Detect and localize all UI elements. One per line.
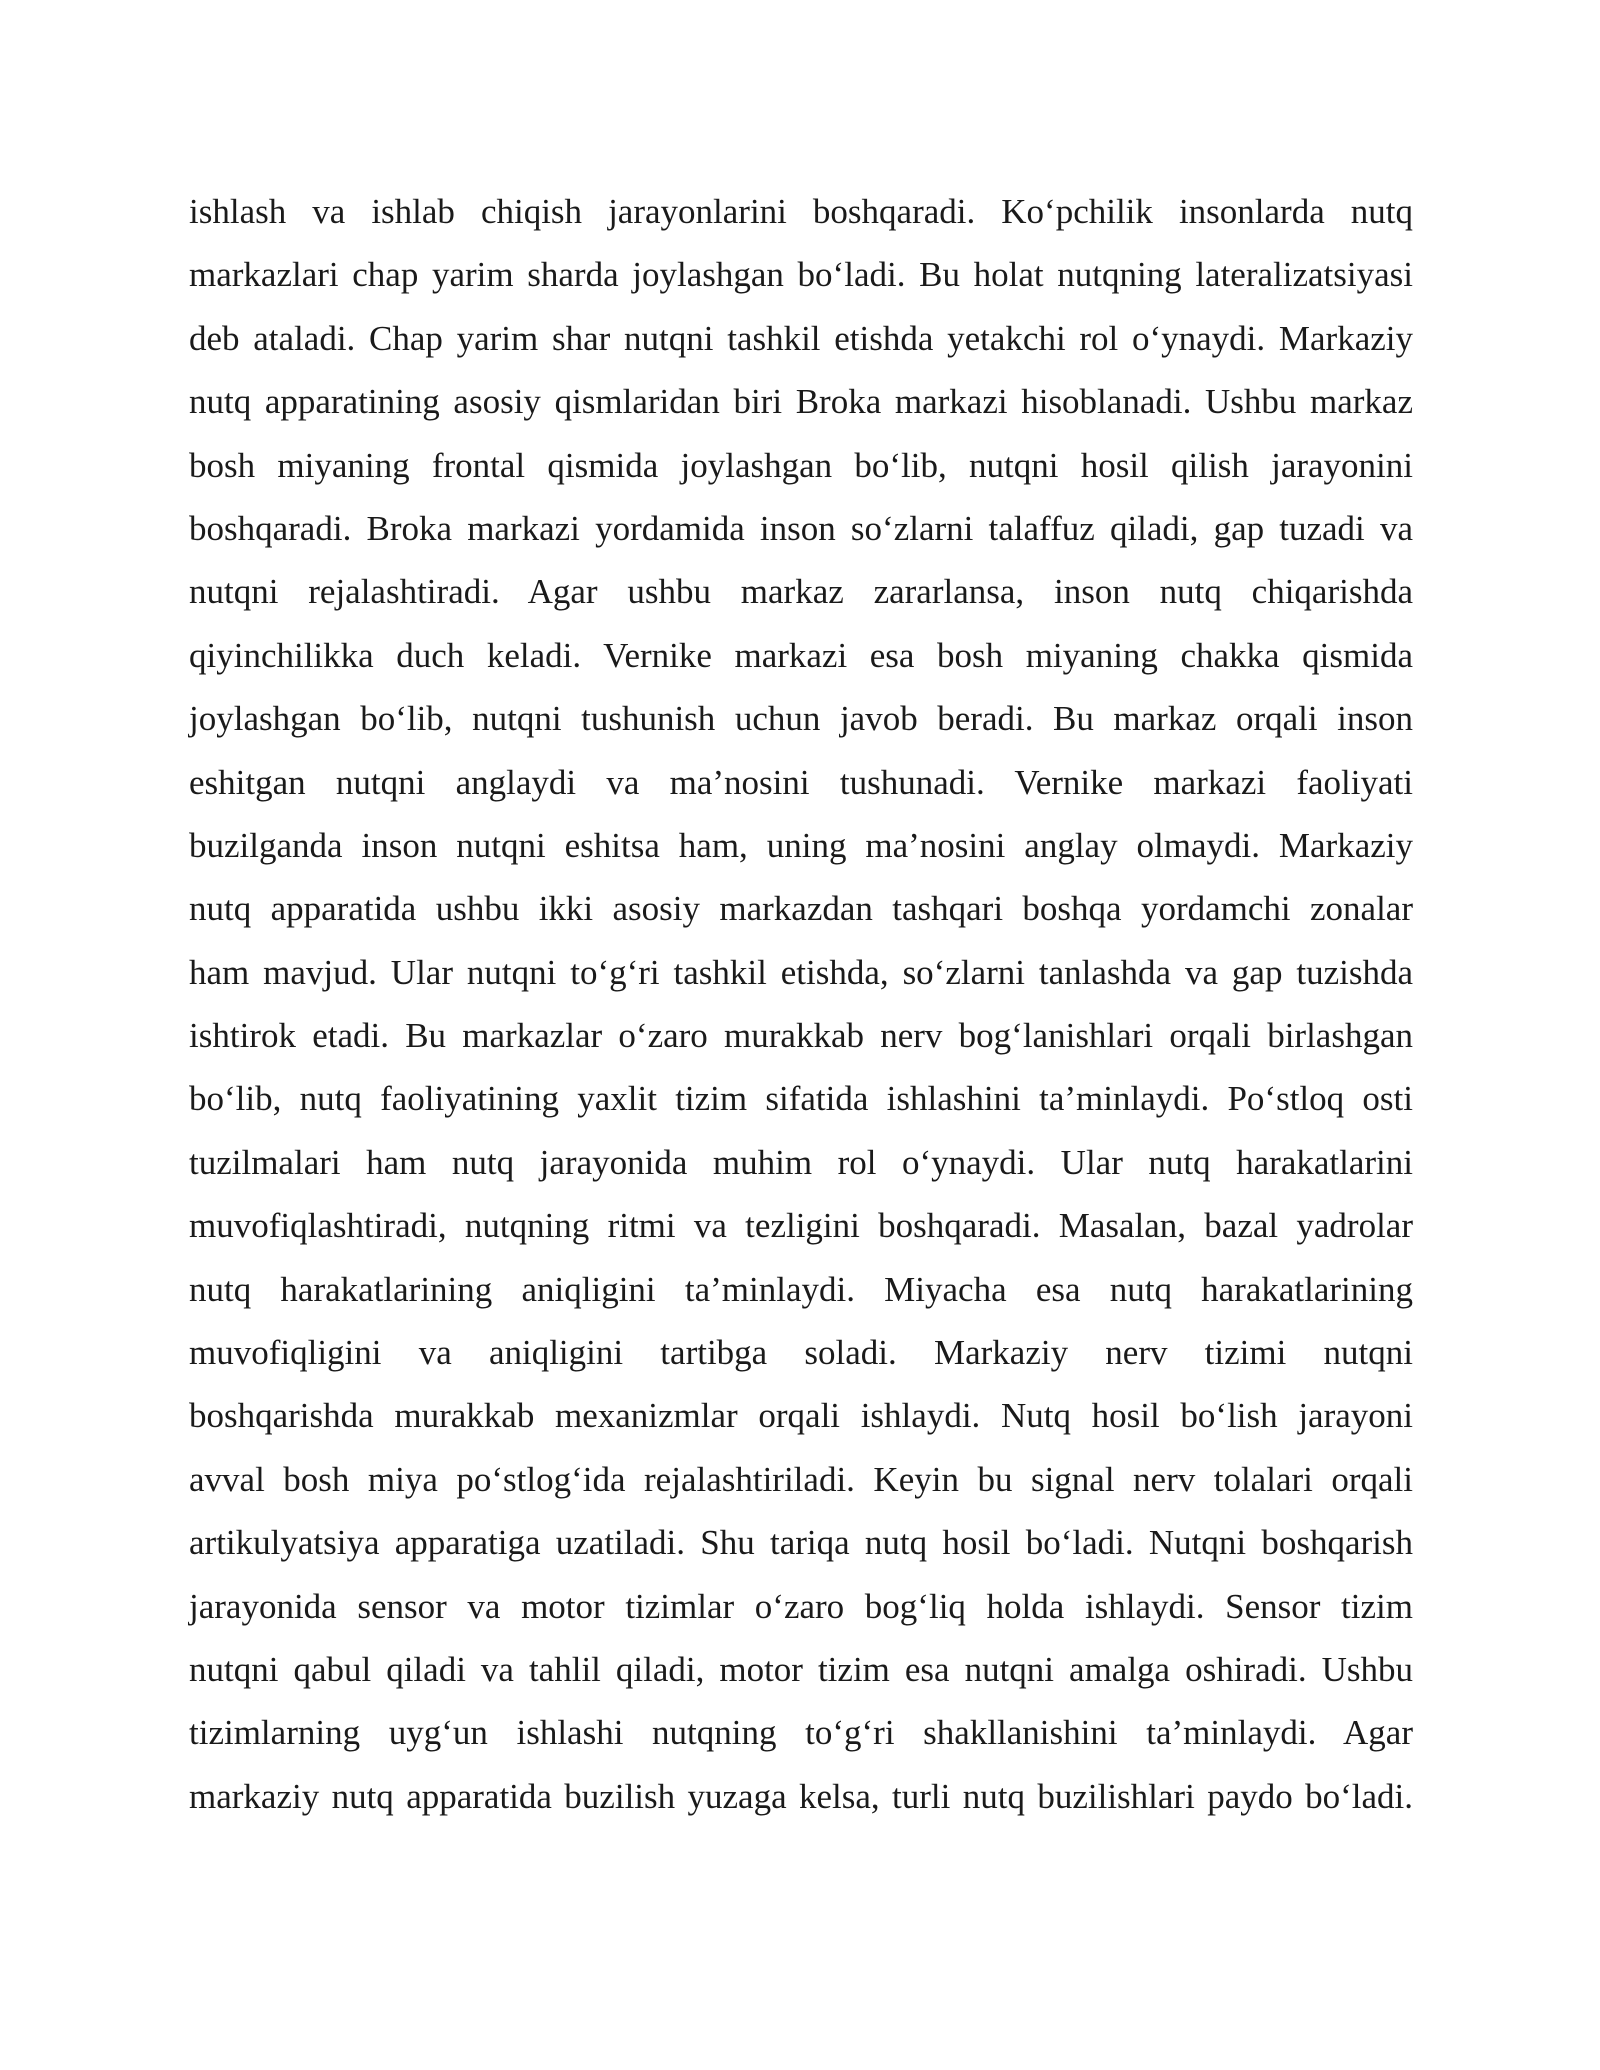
text-line: deb ataladi. Chap yarim shar nutqni tashkil etishda yetakchi rol oʻynaydi. Markaziy	[189, 318, 1413, 358]
text-line: nutq harakatlarining aniqligini ta’minlaydi. Miyacha esa nutq harakatlarining	[189, 1269, 1413, 1309]
text-line: jarayonida sensor va motor tizimlar oʻzaro bogʻliq holda ishlaydi. Sensor tizim	[189, 1586, 1413, 1626]
text-line: muvofiqligini va aniqligini tartibga soladi. Markaziy nerv tizimi nutqni	[189, 1333, 1413, 1373]
text-line: boshqarishda murakkab mexanizmlar orqali ishlaydi. Nutq hosil boʻlish jarayoni	[189, 1396, 1413, 1436]
text-line: eshitgan nutqni anglaydi va ma’nosini tushunadi. Vernike markazi faoliyati	[189, 762, 1413, 802]
text-line: avval bosh miya poʻstlogʻida rejalashtiriladi. Keyin bu signal nerv tolalari orqali	[189, 1459, 1413, 1499]
text-line: ishtirok etadi. Bu markazlar oʻzaro murakkab nerv bogʻlanishlari orqali birlashgan	[189, 1016, 1413, 1056]
body-paragraph	[189, 180, 1413, 1828]
text-line: buzilganda inson nutqni eshitsa ham, uning ma’nosini anglay olmaydi. Markaziy	[189, 825, 1413, 865]
text-line: ham mavjud. Ular nutqni toʻgʻri tashkil etishda, soʻzlarni tanlashda va gap tuzishda	[189, 952, 1413, 992]
text-line: nutqni qabul qiladi va tahlil qiladi, motor tizim esa nutqni amalga oshiradi. Ushbu	[189, 1649, 1413, 1689]
text-line: joylashgan boʻlib, nutqni tushunish uchun javob beradi. Bu markaz orqali inson	[189, 699, 1413, 739]
text-line: bosh miyaning frontal qismida joylashgan boʻlib, nutqni hosil qilish jarayonini	[189, 445, 1413, 485]
text-line: nutqni rejalashtiradi. Agar ushbu markaz zararlansa, inson nutq chiqarishda	[189, 572, 1413, 612]
text-line: boʻlib, nutq faoliyatining yaxlit tizim sifatida ishlashini ta’minlaydi. Poʻstloq osti	[189, 1079, 1413, 1119]
text-line: muvofiqlashtiradi, nutqning ritmi va tezligini boshqaradi. Masalan, bazal yadrolar	[189, 1206, 1413, 1246]
text-line: tizimlarning uygʻun ishlashi nutqning toʻgʻri shakllanishini ta’minlaydi. Agar	[189, 1713, 1413, 1753]
text-line: artikulyatsiya apparatiga uzatiladi. Shu tariqa nutq hosil boʻladi. Nutqni boshqarish	[189, 1523, 1413, 1563]
text-line: nutq apparatining asosiy qismlaridan biri Broka markazi hisoblanadi. Ushbu markaz	[189, 382, 1413, 422]
text-line: boshqaradi. Broka markazi yordamida inson soʻzlarni talaffuz qiladi, gap tuzadi va	[189, 508, 1413, 548]
text-line: tuzilmalari ham nutq jarayonida muhim rol oʻynaydi. Ular nutq harakatlarini	[189, 1142, 1413, 1182]
text-line: markaziy nutq apparatida buzilish yuzaga kelsa, turli nutq buzilishlari paydo boʻladi.	[189, 1776, 1413, 1816]
text-line: ishlash va ishlab chiqish jarayonlarini boshqaradi. Koʻpchilik insonlarda nutq	[189, 192, 1413, 231]
text-line: nutq apparatida ushbu ikki asosiy markazdan tashqari boshqa yordamchi zonalar	[189, 889, 1413, 929]
text-line: markazlari chap yarim sharda joylashgan boʻladi. Bu holat nutqning lateralizatsiyasi	[189, 255, 1413, 295]
text-line: qiyinchilikka duch keladi. Vernike markazi esa bosh miyaning chakka qismida	[189, 635, 1413, 675]
